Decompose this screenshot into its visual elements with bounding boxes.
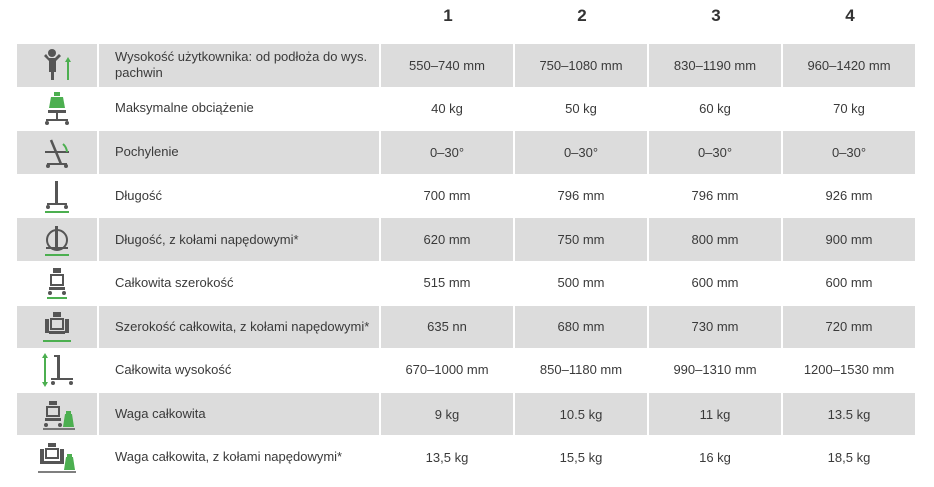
value-cell: 60 kg — [699, 100, 731, 116]
value-cell: 600 mm — [691, 275, 739, 291]
row-label: Całkowita wysokość — [115, 361, 232, 377]
value-cell: 635 nn — [381, 305, 513, 349]
value-cell: 18,5 kg — [827, 449, 871, 465]
value-cell: 550–740 mm — [381, 43, 513, 87]
value-cell: 500 mm — [557, 275, 605, 291]
value-cell: 680 mm — [515, 305, 647, 349]
value-cell: 800 mm — [649, 217, 781, 261]
value-cell: 990–1310 mm — [673, 362, 757, 378]
value-cell: 0–30° — [649, 130, 781, 174]
value-cell: 850–1180 mm — [539, 362, 623, 378]
column-header-1: 1 — [443, 6, 453, 25]
value-cell: 750 mm — [515, 217, 647, 261]
row-label: Maksymalne obciążenie — [115, 100, 254, 116]
value-cell: 720 mm — [783, 305, 915, 349]
table-row — [17, 305, 915, 349]
value-cell: 830–1190 mm — [649, 43, 781, 87]
row-label: Długość — [115, 187, 162, 203]
max-load-icon — [17, 87, 97, 131]
row-label: Waga całkowita — [99, 392, 379, 436]
width-drive-wheels-icon — [17, 305, 97, 349]
value-cell: 40 kg — [431, 100, 463, 116]
total-weight-drive-wheels-icon — [17, 435, 97, 479]
value-cell: 730 mm — [649, 305, 781, 349]
table-row — [17, 87, 915, 131]
value-cell: 515 mm — [423, 275, 471, 291]
value-cell: 960–1420 mm — [783, 43, 915, 87]
value-cell: 0–30° — [515, 130, 647, 174]
value-cell: 796 mm — [557, 188, 605, 204]
length-drive-wheels-icon — [17, 217, 97, 261]
value-cell: 13,5 kg — [425, 449, 469, 465]
value-cell: 670–1000 mm — [405, 362, 489, 378]
table-row — [17, 348, 915, 392]
column-header-3: 3 — [711, 6, 721, 25]
value-cell: 900 mm — [783, 217, 915, 261]
value-cell: 70 kg — [833, 100, 865, 116]
width-icon — [17, 261, 97, 305]
column-header-4: 4 — [845, 6, 855, 25]
total-height-icon — [17, 348, 97, 392]
value-cell: 796 mm — [691, 188, 739, 204]
length-icon — [17, 174, 97, 218]
row-label: Pochylenie — [99, 130, 379, 174]
row-label: Całkowita szerokość — [115, 274, 234, 290]
column-header-2: 2 — [577, 6, 587, 25]
value-cell: 700 mm — [423, 188, 471, 204]
row-label: Waga całkowita, z kołami napędowymi* — [115, 449, 343, 465]
value-cell: 0–30° — [381, 130, 513, 174]
value-cell: 620 mm — [381, 217, 513, 261]
value-cell: 13.5 kg — [783, 392, 915, 436]
spec-table — [17, 43, 915, 479]
table-row — [17, 217, 915, 261]
table-row — [17, 174, 915, 218]
value-cell: 16 kg — [699, 449, 731, 465]
value-cell: 750–1080 mm — [515, 43, 647, 87]
value-cell: 600 mm — [825, 275, 873, 291]
tilt-icon — [17, 130, 97, 174]
table-row — [17, 261, 915, 305]
value-cell: 926 mm — [825, 188, 873, 204]
value-cell: 15,5 kg — [559, 449, 603, 465]
value-cell: 9 kg — [381, 392, 513, 436]
table-row — [17, 130, 915, 174]
value-cell: 10.5 kg — [515, 392, 647, 436]
child-height-icon — [17, 43, 97, 87]
table-row — [17, 43, 915, 87]
value-cell: 0–30° — [783, 130, 915, 174]
table-row — [17, 435, 915, 479]
value-cell: 11 kg — [649, 392, 781, 436]
table-row — [17, 392, 915, 436]
row-label: Wysokość użytkownika: od podłoża do wys. pachwin — [99, 43, 379, 87]
value-cell: 1200–1530 mm — [803, 362, 895, 378]
value-cell: 50 kg — [565, 100, 597, 116]
row-label: Długość, z kołami napędowymi* — [99, 217, 379, 261]
total-weight-icon — [17, 392, 97, 436]
row-label: Szerokość całkowita, z kołami napędowymi* — [99, 305, 379, 349]
